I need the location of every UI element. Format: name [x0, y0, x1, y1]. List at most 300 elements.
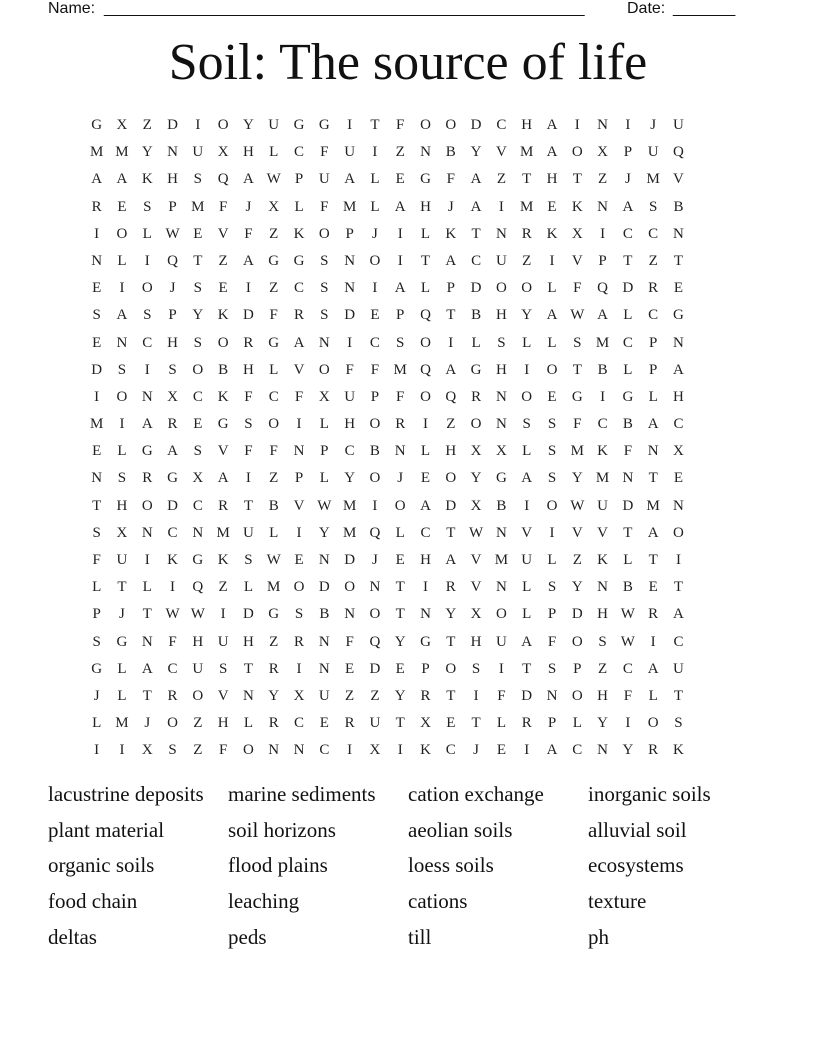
grid-cell: N	[318, 660, 330, 677]
grid-cell: G	[141, 443, 153, 460]
name-blank: ______________________________________________________	[104, 0, 585, 17]
grid-cell: E	[92, 443, 102, 460]
grid-cell: M	[89, 416, 104, 433]
grid-cell: E	[673, 280, 684, 297]
grid-cell: I	[94, 388, 100, 405]
grid-cell: P	[320, 443, 329, 460]
grid-cell: F	[623, 443, 633, 460]
grid-cell: U	[597, 497, 608, 514]
grid-cell: C	[420, 524, 431, 541]
word-list-item: aeolian soils	[408, 817, 513, 842]
grid-cell: H	[445, 443, 457, 460]
grid-cell: A	[344, 171, 356, 188]
grid-cell: R	[521, 715, 532, 732]
grid-cell: X	[673, 443, 684, 460]
grid-cell: H	[470, 633, 482, 650]
grid-row	[84, 631, 691, 658]
grid-cell: C	[622, 660, 633, 677]
grid-cell: A	[546, 742, 558, 759]
grid-cell: R	[243, 334, 254, 351]
grid-cell: L	[522, 334, 532, 351]
grid-cell: L	[648, 388, 658, 405]
grid-cell: S	[143, 198, 152, 215]
grid-cell: C	[369, 334, 380, 351]
grid-cell: L	[547, 280, 557, 297]
grid-cell: G	[318, 117, 330, 133]
grid-cell: P	[396, 307, 405, 324]
word-list-item: cations	[408, 889, 468, 914]
grid-cell: Z	[648, 252, 658, 269]
grid-cell: T	[243, 660, 254, 677]
grid-row	[84, 250, 691, 277]
grid-cell: J	[245, 198, 252, 215]
grid-cell: B	[268, 497, 279, 514]
grid-cell: N	[420, 606, 431, 623]
grid-cell: Z	[218, 579, 228, 596]
grid-cell: X	[597, 144, 608, 161]
grid-cell: K	[571, 198, 583, 215]
grid-cell: S	[193, 334, 202, 351]
grid-cell: I	[94, 742, 100, 759]
grid-cell: L	[142, 579, 152, 596]
word-list-item: inorganic soils	[588, 782, 711, 806]
grid-cell: N	[141, 524, 153, 541]
grid-cell: O	[546, 361, 558, 378]
grid-row	[84, 223, 691, 250]
grid-cell: D	[318, 579, 330, 596]
grid-cell: I	[144, 361, 150, 378]
grid-cell: J	[447, 198, 454, 215]
grid-cell: R	[648, 280, 659, 297]
grid-cell: R	[648, 742, 659, 759]
page-title: Soil: The source of life	[168, 34, 648, 91]
grid-row	[84, 332, 691, 359]
grid-cell: S	[193, 171, 202, 188]
grid-cell: T	[522, 660, 532, 677]
grid-cell: N	[369, 579, 381, 596]
grid-cell: G	[571, 388, 583, 405]
grid-cell: E	[446, 715, 456, 732]
grid-row	[84, 440, 691, 467]
grid-cell: T	[92, 497, 102, 514]
grid-cell: O	[571, 144, 583, 161]
grid-cell: M	[342, 198, 357, 215]
grid-cell: S	[471, 660, 481, 677]
grid-cell: J	[119, 606, 125, 623]
grid-cell: K	[167, 552, 178, 568]
grid-cell: R	[294, 633, 305, 650]
grid-cell: D	[369, 660, 381, 677]
grid-cell: I	[600, 225, 606, 242]
grid-cell: F	[396, 117, 405, 133]
grid-cell: O	[394, 497, 406, 514]
grid-cell: N	[495, 225, 507, 242]
grid-cell: P	[547, 715, 557, 732]
grid-cell: T	[446, 633, 456, 650]
grid-cell: B	[597, 361, 608, 378]
grid-cell: C	[344, 443, 355, 460]
grid-cell: N	[116, 334, 128, 351]
grid-cell: Y	[571, 470, 583, 487]
grid-cell: E	[395, 171, 405, 188]
grid-cell: I	[397, 742, 403, 759]
grid-row	[84, 658, 691, 685]
grid-cell: I	[372, 280, 378, 297]
grid-cell: N	[597, 198, 608, 215]
grid-cell: C	[572, 742, 583, 759]
grid-cell: G	[268, 334, 280, 351]
grid-cell: V	[293, 361, 305, 378]
grid-cell: E	[345, 660, 355, 677]
grid-cell: A	[546, 307, 558, 324]
word-list-item: lacustrine deposits	[48, 782, 204, 806]
grid-cell: Y	[470, 470, 482, 487]
grid-cell: A	[445, 252, 457, 269]
grid-cell: O	[116, 388, 128, 405]
word-list-item: food chain	[48, 889, 138, 914]
grid-cell: I	[397, 252, 403, 269]
grid-cell: T	[243, 497, 254, 514]
grid-cell: T	[395, 606, 405, 623]
grid-cell: L	[623, 361, 633, 378]
grid-cell: Q	[167, 252, 178, 269]
grid-cell: S	[294, 606, 304, 623]
grid-cell: O	[116, 225, 128, 242]
grid-cell: L	[623, 552, 633, 568]
grid-cell: S	[320, 307, 329, 324]
word-list-item: deltas	[48, 924, 97, 949]
grid-cell: R	[167, 416, 178, 433]
grid-cell: Y	[445, 606, 457, 623]
grid-cell: N	[597, 742, 608, 759]
grid-cell: L	[294, 198, 304, 215]
grid-cell: F	[218, 198, 228, 215]
grid-cell: C	[294, 280, 305, 297]
grid-cell: C	[294, 715, 305, 732]
grid-cell: N	[495, 416, 507, 433]
grid-cell: L	[243, 579, 254, 596]
grid-row	[84, 739, 691, 766]
grid-cell: O	[293, 579, 305, 596]
grid-cell: F	[218, 742, 228, 759]
grid-cell: X	[116, 117, 128, 133]
grid-cell: X	[470, 606, 482, 623]
grid-cell: Q	[420, 307, 431, 324]
grid-cell: G	[420, 171, 431, 188]
grid-cell: Z	[193, 715, 203, 732]
grid-cell: B	[673, 198, 684, 215]
grid-cell: A	[546, 144, 558, 161]
grid-cell: V	[217, 443, 229, 460]
grid-cell: D	[243, 606, 254, 623]
grid-cell: N	[673, 334, 684, 351]
grid-cell: G	[293, 117, 305, 133]
grid-cell: T	[395, 715, 405, 732]
word-list-item: texture	[588, 889, 647, 914]
grid-cell: H	[673, 388, 684, 405]
grid-cell: S	[244, 552, 253, 568]
grid-cell: T	[142, 606, 152, 623]
grid-cell: G	[192, 552, 204, 568]
grid-cell: X	[318, 388, 330, 405]
grid-cell: S	[598, 633, 607, 650]
grid-cell: H	[192, 633, 204, 650]
grid-cell: N	[394, 443, 406, 460]
grid-cell: N	[141, 633, 153, 650]
grid-cell: I	[144, 552, 150, 568]
grid-cell: C	[622, 225, 633, 242]
grid-cell: N	[344, 606, 356, 623]
grid-cell: P	[649, 334, 658, 351]
grid-cell: Z	[446, 416, 456, 433]
grid-cell: O	[192, 361, 204, 378]
grid-cell: K	[597, 552, 608, 568]
grid-cell: Z	[522, 252, 532, 269]
grid-cell: N	[495, 524, 507, 541]
grid-cell: L	[420, 280, 431, 297]
grid-cell: F	[294, 388, 304, 405]
grid-cell: T	[370, 117, 380, 133]
grid-cell: Q	[673, 144, 684, 161]
grid-cell: C	[192, 497, 203, 514]
grid-cell: G	[673, 307, 684, 324]
grid-cell: O	[546, 497, 558, 514]
grid-cell: L	[623, 307, 633, 324]
grid-cell: I	[245, 280, 251, 297]
grid-cell: U	[116, 552, 128, 568]
grid-cell: O	[318, 361, 330, 378]
grid-cell: O	[369, 416, 381, 433]
grid-cell: Z	[269, 470, 279, 487]
grid-cell: I	[423, 416, 428, 433]
grid-cell: P	[547, 606, 557, 623]
name-label: Name:	[48, 0, 96, 17]
grid-cell: B	[622, 416, 633, 433]
grid-cell: R	[142, 470, 153, 487]
grid-cell: A	[470, 171, 482, 188]
grid-cell: T	[648, 470, 658, 487]
grid-cell: R	[167, 687, 178, 704]
word-list-item: soil horizons	[228, 817, 336, 842]
grid-cell: G	[470, 361, 482, 378]
grid-cell: M	[115, 715, 129, 732]
grid-cell: F	[244, 443, 253, 460]
grid-cell: U	[192, 144, 204, 161]
grid-cell: I	[372, 497, 378, 514]
grid-cell: J	[473, 742, 480, 759]
grid-cell: L	[319, 416, 329, 433]
grid-cell: Q	[420, 361, 431, 378]
grid-cell: O	[673, 524, 684, 541]
grid-cell: Z	[345, 687, 355, 704]
grid-cell: G	[268, 606, 280, 623]
grid-cell: T	[623, 524, 633, 541]
grid-cell: O	[495, 280, 507, 297]
grid-cell: K	[673, 742, 684, 759]
grid-cell: L	[522, 606, 532, 623]
grid-cell: N	[91, 470, 103, 487]
grid-cell: K	[217, 552, 229, 568]
grid-cell: I	[473, 687, 479, 704]
grid-cell: W	[620, 606, 635, 623]
grid-cell: I	[372, 144, 378, 161]
grid-cell: M	[216, 524, 230, 541]
grid-cell: F	[345, 361, 354, 378]
grid-cell: X	[192, 470, 204, 487]
grid-cell: R	[91, 198, 102, 215]
grid-cell: W	[570, 497, 585, 514]
grid-cell: I	[296, 524, 302, 541]
grid-cell: H	[116, 497, 128, 514]
word-list-item: ph	[588, 924, 609, 949]
grid-cell: L	[92, 579, 102, 596]
grid-cell: N	[318, 633, 330, 650]
grid-cell: K	[445, 225, 457, 242]
grid-cell: U	[318, 171, 330, 188]
grid-cell: J	[371, 552, 378, 568]
grid-cell: I	[144, 252, 150, 269]
grid-cell: S	[396, 334, 405, 351]
grid-cell: N	[622, 470, 634, 487]
grid-cell: A	[243, 171, 254, 188]
word-list-item: peds	[228, 924, 267, 949]
grid-cell: B	[218, 361, 229, 378]
grid-cell: W	[190, 606, 205, 623]
grid-row	[84, 549, 691, 576]
grid-cell: E	[92, 334, 102, 351]
grid-cell: O	[243, 742, 254, 759]
grid-cell: A	[91, 171, 103, 188]
grid-cell: H	[243, 361, 254, 378]
grid-row	[84, 712, 691, 739]
grid-cell: N	[344, 252, 356, 269]
grid-cell: F	[92, 552, 101, 568]
grid-cell: D	[470, 117, 482, 133]
grid-cell: A	[647, 416, 659, 433]
grid-cell: R	[521, 225, 532, 242]
grid-cell: S	[143, 307, 152, 324]
grid-cell: E	[370, 307, 380, 324]
grid-cell: N	[293, 443, 305, 460]
grid-cell: N	[91, 252, 103, 269]
grid-cell: J	[169, 280, 176, 297]
grid-cell: Y	[243, 117, 254, 133]
grid-cell: C	[142, 334, 153, 351]
grid-cell: P	[168, 198, 177, 215]
grid-row	[84, 495, 691, 522]
grid-cell: D	[622, 280, 634, 297]
grid-cell: A	[217, 470, 229, 487]
grid-cell: L	[496, 715, 506, 732]
grid-cell: Y	[521, 307, 533, 324]
grid-cell: A	[116, 307, 128, 324]
grid-cell: N	[495, 388, 507, 405]
grid-cell: G	[167, 470, 178, 487]
grid-cell: Y	[571, 579, 583, 596]
grid-cell: S	[92, 524, 101, 541]
grid-cell: P	[421, 660, 430, 677]
grid-cell: E	[218, 280, 228, 297]
grid-row	[84, 685, 691, 712]
grid-cell: E	[193, 225, 203, 242]
grid-cell: I	[347, 117, 353, 133]
grid-cell: U	[369, 715, 381, 732]
grid-cell: N	[673, 225, 684, 242]
grid-cell: X	[470, 497, 482, 514]
grid-cell: E	[673, 470, 684, 487]
grid-cell: F	[320, 198, 329, 215]
grid-cell: Q	[369, 524, 381, 541]
word-list-item: plant material	[48, 817, 165, 842]
grid-cell: K	[420, 742, 431, 759]
grid-cell: M	[494, 552, 509, 568]
grid-cell: R	[471, 388, 482, 405]
grid-cell: X	[217, 144, 229, 161]
grid-cell: T	[522, 171, 532, 188]
grid-cell: Y	[344, 470, 356, 487]
grid-cell: K	[293, 225, 305, 242]
grid-cell: G	[116, 633, 128, 650]
grid-cell: X	[470, 443, 482, 460]
grid-cell: P	[294, 470, 304, 487]
grid-cell: I	[524, 742, 530, 759]
grid-cell: C	[648, 225, 659, 242]
grid-cell: D	[622, 497, 634, 514]
grid-cell: H	[521, 117, 533, 133]
grid-cell: L	[648, 687, 658, 704]
grid-cell: S	[547, 416, 557, 433]
grid-cell: M	[89, 144, 104, 161]
grid-cell: L	[420, 443, 431, 460]
grid-cell: F	[345, 633, 354, 650]
grid-cell: T	[648, 552, 658, 568]
grid-row	[84, 386, 691, 413]
grid-cell: R	[294, 307, 305, 324]
grid-cell: O	[521, 280, 533, 297]
grid-cell: A	[673, 361, 684, 378]
grid-cell: Z	[598, 171, 608, 188]
grid-cell: I	[549, 524, 555, 541]
grid-cell: H	[546, 171, 558, 188]
grid-cell: A	[394, 198, 406, 215]
grid-cell: T	[446, 524, 456, 541]
grid-cell: F	[269, 443, 278, 460]
grid-cell: H	[167, 334, 178, 351]
grid-cell: D	[91, 361, 103, 378]
grid-cell: S	[193, 443, 202, 460]
grid-cell: V	[495, 144, 507, 161]
grid-cell: C	[622, 334, 633, 351]
grid-cell: P	[345, 225, 354, 242]
grid-cell: A	[141, 416, 153, 433]
grid-cell: P	[446, 280, 455, 297]
grid-cell: A	[141, 660, 153, 677]
grid-cell: A	[445, 552, 457, 568]
grid-cell: W	[266, 552, 281, 568]
grid-cell: M	[570, 443, 584, 460]
grid-cell: T	[572, 361, 582, 378]
grid-cell: T	[193, 252, 203, 269]
word-list-item: leaching	[228, 889, 300, 914]
date-blank: _______	[673, 0, 736, 17]
grid-cell: F	[446, 171, 455, 188]
grid-cell: X	[293, 687, 305, 704]
grid-cell: Z	[572, 552, 582, 568]
grid-cell: Z	[395, 144, 405, 161]
grid-cell: S	[92, 307, 101, 324]
grid-cell: I	[397, 225, 403, 242]
grid-cell: A	[521, 633, 533, 650]
